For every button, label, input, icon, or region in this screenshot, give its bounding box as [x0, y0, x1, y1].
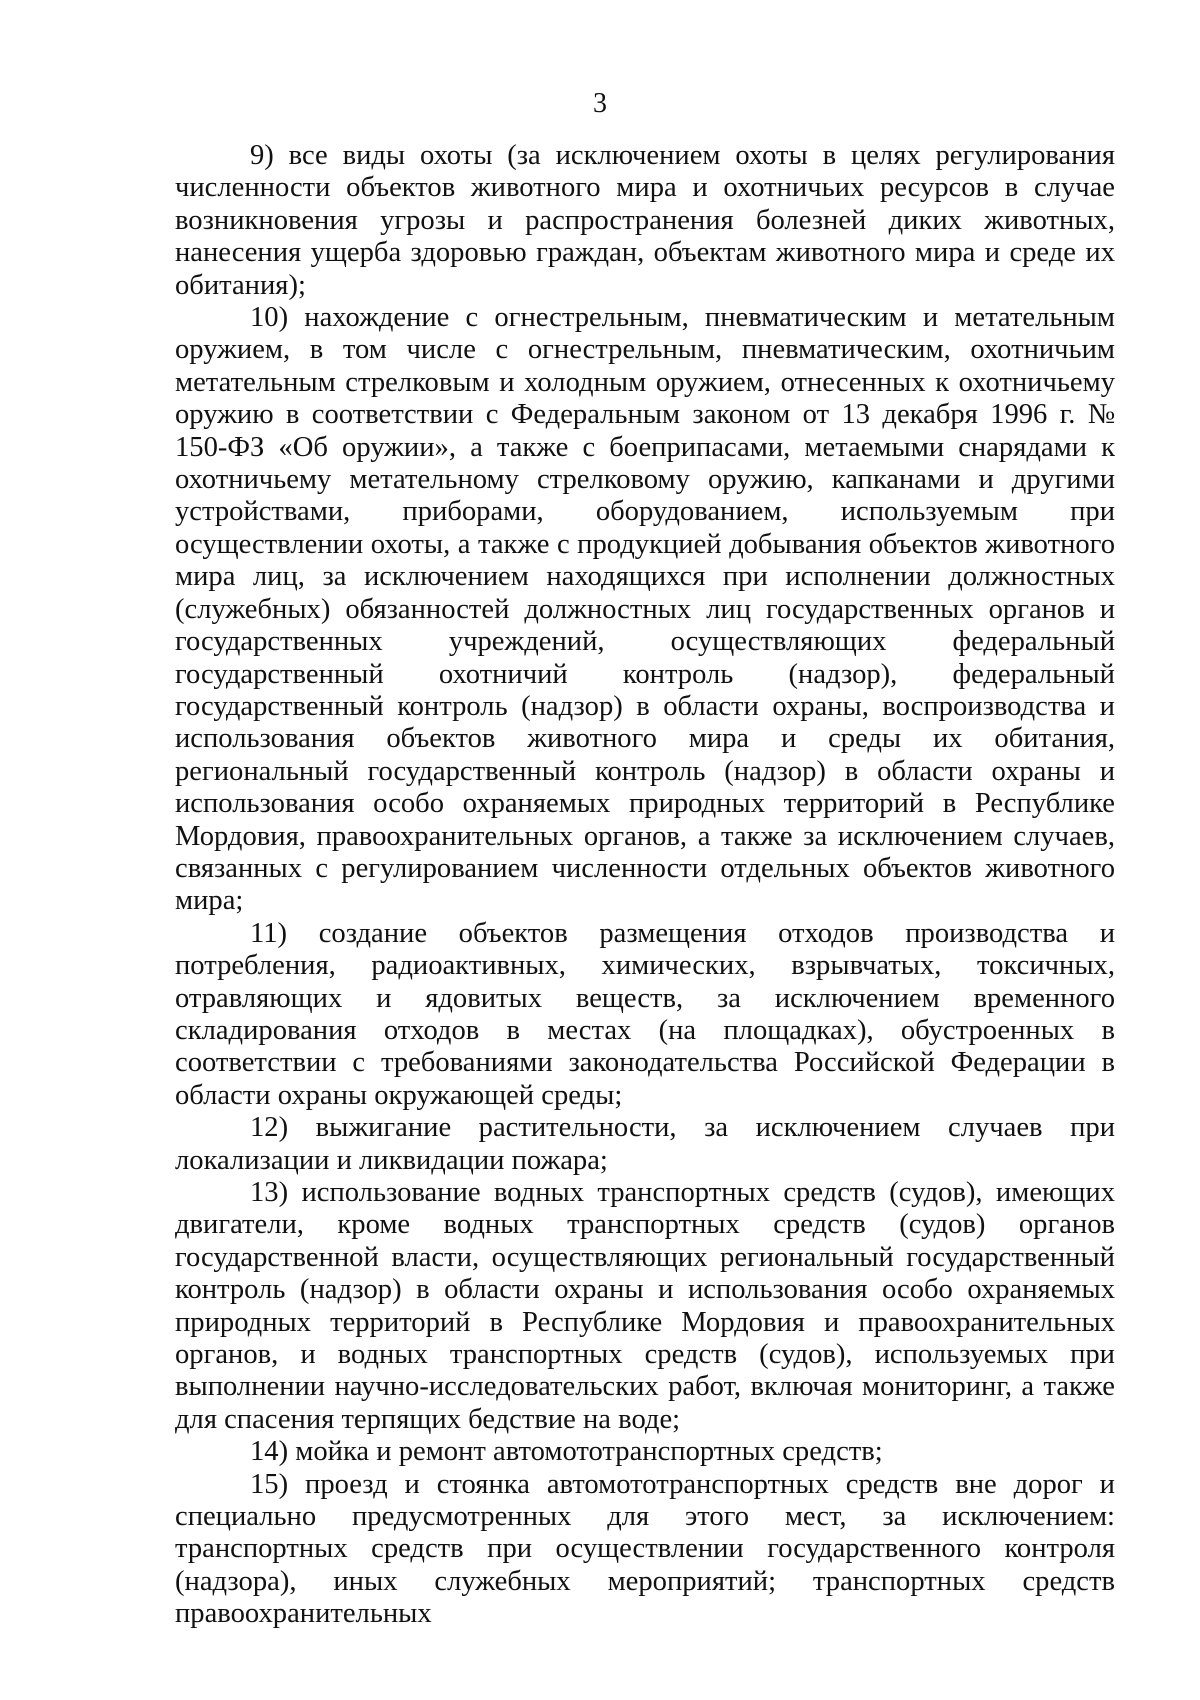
- paragraph-item-10: 10) нахождение с огнестрельным, пневматическим и метательным оружием, в том числе с огнестрельным, пневматическим, охотничьим метательным стрелковым и холодным оружием, отнесенных к охотничьему оружию в соответствии с Федеральным законом от 13 декабря 1996 г. № 150-ФЗ «Об оружии», а также с боеприпасами, метаемыми снарядами к охотничьему метательному стрелковому оружию, капканами и другими устройствами, приборами, оборудованием, используемым при осуществлении охоты, а также с продукцией добывания объектов животного мира лиц, за исключением находящихся при исполнении должностных (служебных) обязанностей должностных лиц государственных органов и государственных учреждений, осуществляющих федеральный государственный охотничий контроль (надзор), федеральный государственный контроль (надзор) в области охраны, воспроизводства и использования объектов животного мира и среды их обитания, региональный государственный контроль (надзор) в области охраны и использования особо охраняемых природных территорий в Республике Мордовия, правоохранительных органов, а также за исключением случаев, связанных с регулированием численности отдельных объектов животного мира;: [175, 302, 1115, 917]
- paragraph-item-15: 15) проезд и стоянка автомототранспортных средств вне дорог и специально предусмотренных для этого мест, за исключением: транспортных средств при осуществлении государственного контроля (надзора), иных служебных мероприятий; транспортных средств правоохранительных: [175, 1468, 1115, 1630]
- paragraph-item-11: 11) создание объектов размещения отходов производства и потребления, радиоактивных, химических, взрывчатых, токсичных, отравляющих и ядовитых веществ, за исключением временного складирования отходов в местах (на площадках), обустроенных в соответствии с требованиями законодательства Российской Федерации в области охраны окружающей среды;: [175, 917, 1115, 1111]
- paragraph-item-9: 9) все виды охоты (за исключением охоты в целях регулирования численности объектов животного мира и охотничьих ресурсов в случае возникновения угрозы и распространения болезней диких животных, нанесения ущерба здоровью граждан, объектам животного мира и среде их обитания);: [175, 140, 1115, 301]
- paragraph-item-14: 14) мойка и ремонт автомототранспортных средств;: [250, 1436, 883, 1468]
- paragraph-item-13: 13) использование водных транспортных средств (судов), имеющих двигатели, кроме водных транспортных средств (судов) органов государственной власти, осуществляющих региональный государственный контроль (надзор) в области охраны и использования особо охраняемых природных территорий в Республике Мордовия и правоохранительных органов, и водных транспортных средств (судов), используемых при выполнении научно-исследовательских работ, включая мониторинг, а также для спасения терпящих бедствие на воде;: [175, 1177, 1115, 1435]
- paragraph-item-12: 12) выжигание растительности, за исключением случаев при локализации и ликвидации пожара;: [175, 1112, 1115, 1176]
- document-body: [175, 140, 1115, 1631]
- page-number: 3: [593, 88, 607, 119]
